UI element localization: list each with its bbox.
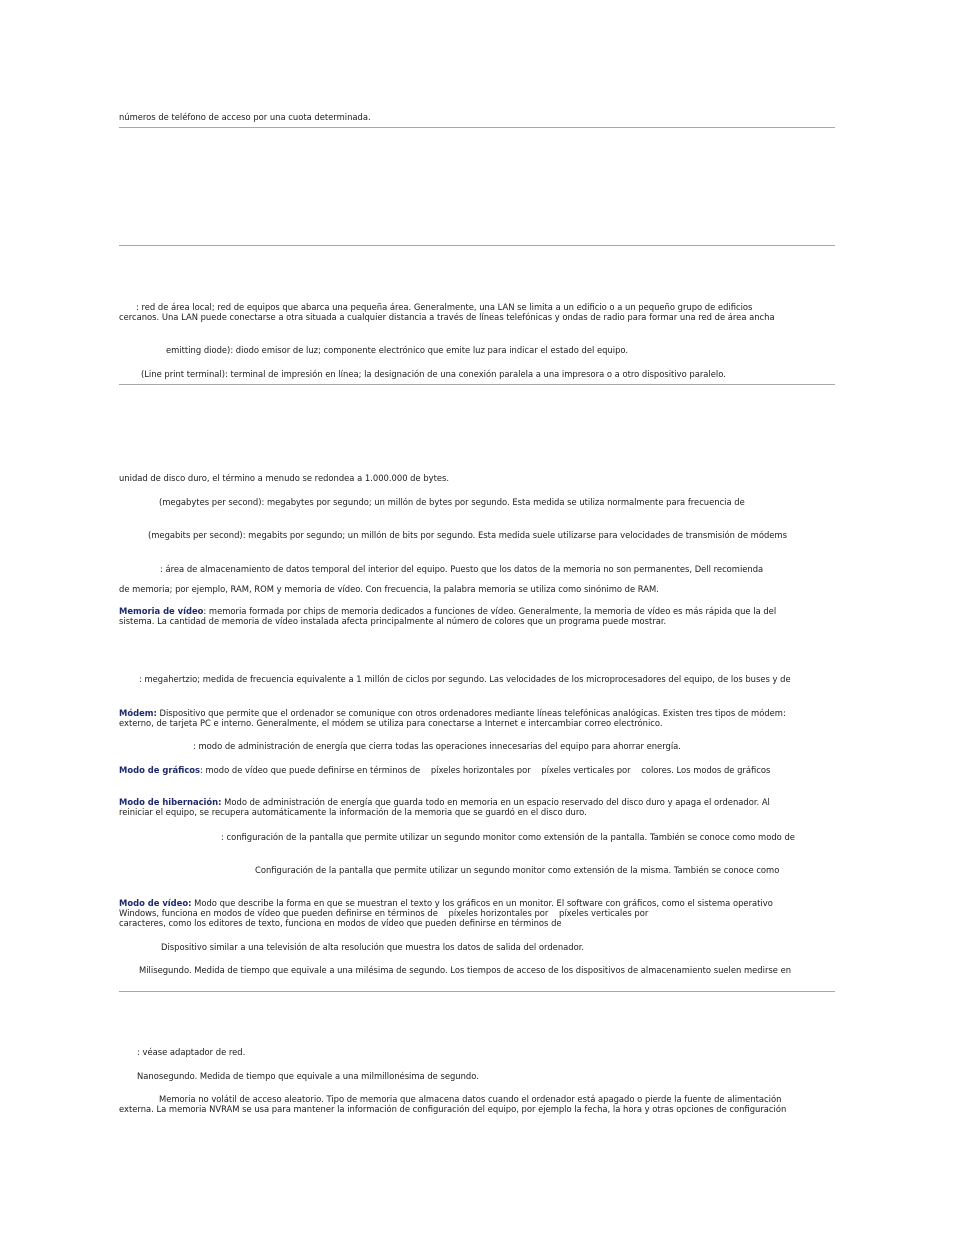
entry-text: : modo de vídeo que puede definirse en términos de píxeles horizontales por píxeles verticales por colores. Los modos de gráficos — [200, 765, 771, 775]
entry-text: Modo que describe la forma en que se muestran el texto y los gráficos en un monitor. El software con gráficos, como el sistema operativo — [191, 898, 773, 908]
entry-text: Memoria no volátil de acceso aleatorio. Tipo de memoria que almacena datos cuando el ordenador está apagado o pierde la fuente de alimentación — [159, 1094, 782, 1104]
glossary-term: Módem: — [119, 708, 157, 718]
entry-text: números de teléfono de acceso por una cuota determinada. — [119, 112, 371, 122]
entry-text: (megabits per second): megabits por segundo; un millón de bits por segundo. Esta medida suele utilizarse para velocidades de transmisión de módems — [148, 530, 787, 540]
entry-modo-graficos — [119, 765, 835, 775]
entry-text: unidad de disco duro, el término a menudo se redondea a 1.000.000 de bytes. — [119, 473, 450, 483]
entry-text: : área de almacenamiento de datos temporal del interior del equipo. Puesto que los datos de la memoria no son permanentes, Dell recomienda — [160, 564, 764, 574]
entry-memoria-video-cont — [119, 616, 835, 626]
entry-text: Configuración de la pantalla que permite utilizar un segundo monitor como extensión de la misma. También se conoce como — [255, 865, 780, 875]
entry-modo-pantalla — [119, 832, 835, 842]
entry-modo-video-cont — [119, 908, 835, 918]
entry-text: sistema. La cantidad de memoria de vídeo instalada afecta principalmente al número de colores que un programa puede mostrar. — [119, 616, 667, 626]
entry-text: emitting diode): diodo emisor de luz; componente electrónico que emite luz para indicar el estado del equipo. — [166, 345, 629, 355]
divider — [119, 384, 835, 385]
entry-text: cercanos. Una LAN puede conectarse a otra situada a cualquier distancia a través de líneas telefónicas y ondas de radio para formar una red de área ancha — [119, 312, 775, 322]
entry-text: : véase adaptador de red. — [137, 1047, 246, 1057]
entry-text: externa. La memoria NVRAM se usa para mantener la información de configuración del equipo, por ejemplo la fecha, la hora y otras opciones de configuración — [119, 1104, 787, 1114]
entry-modo-video — [119, 898, 835, 908]
entry-nic — [119, 1047, 835, 1057]
entry-text: Dispositivo que permite que el ordenador se comunique con otros ordenadores mediante líneas telefónicas analógicas. Existen tres tipos de módem: — [156, 708, 786, 718]
entry-text: Nanosegundo. Medida de tiempo que equivale a una milmillonésima de segundo. — [137, 1071, 479, 1081]
entry-lan-cont — [119, 312, 835, 322]
entry-text: caracteres, como los editores de texto, funciona en modos de vídeo que pueden definirse en términos de — [119, 918, 562, 928]
entry-text: reiniciar el equipo, se recupera automáticamente la información de la memoria que se guardó en el disco duro. — [119, 807, 587, 817]
glossary-term: Modo de gráficos — [119, 765, 201, 775]
entry-text: : megahertzio; medida de frecuencia equivalente a 1 millón de ciclos por segundo. Las velocidades de los microprocesadores del equipo, de los buses y de — [139, 674, 791, 684]
entry-modo-hibernacion-cont — [119, 807, 835, 817]
entry-text: Modo de administración de energía que guarda todo en memoria en un espacio reservado del disco duro y apaga el ordenador. Al — [221, 797, 770, 807]
entry-text: : configuración de la pantalla que permite utilizar un segundo monitor como extensión de la pantalla. También se conoce como modo de — [221, 832, 795, 842]
entry-text: (Line print terminal): terminal de impresión en línea; la designación de una conexión paralela a una impresora o a otro dispositivo paralelo. — [141, 369, 726, 379]
entry-numeros — [119, 112, 835, 122]
entry-modo-admin — [119, 741, 835, 751]
entry-text: : memoria formada por chips de memoria dedicados a funciones de vídeo. Generalmente, la memoria de vídeo es más rápida que la del — [203, 606, 777, 616]
entry-modo-pantalla-dual — [119, 865, 835, 875]
entry-modem — [119, 708, 835, 718]
entry-monitor — [119, 942, 835, 952]
entry-text: : modo de administración de energía que cierra todas las operaciones innecesarias del equipo para ahorrar energía. — [193, 741, 681, 751]
entry-text: Dispositivo similar a una televisión de alta resolución que muestra los datos de salida del ordenador. — [161, 942, 585, 952]
entry-text: de memoria; por ejemplo, RAM, ROM y memoria de vídeo. Con frecuencia, la palabra memoria se utiliza como sinónimo de RAM. — [119, 584, 659, 594]
entry-lpt — [119, 369, 835, 379]
entry-nvram — [119, 1094, 835, 1104]
entry-led — [119, 345, 835, 355]
entry-modem-cont — [119, 718, 835, 728]
entry-unidad — [119, 473, 835, 483]
divider — [119, 127, 835, 128]
entry-nvram-cont — [119, 1104, 835, 1114]
entry-memoria-video — [119, 606, 835, 616]
entry-ms — [119, 965, 835, 975]
divider — [119, 245, 835, 246]
entry-modo-video-cont2 — [119, 918, 835, 928]
entry-text: : red de área local; red de equipos que abarca una pequeña área. Generalmente, una LAN se limita a un edificio o a un pequeño grupo de edificios — [136, 302, 753, 312]
glossary-term: Modo de vídeo: — [119, 898, 192, 908]
entry-text: externo, de tarjeta PC e interno. Generalmente, el módem se utiliza para conectarse a Internet e intercambiar correo electrónico. — [119, 718, 663, 728]
entry-ns — [119, 1071, 835, 1081]
entry-text: Windows, funciona en modos de vídeo que pueden definirse en términos de píxeles horizontales por píxeles verticales por — [119, 908, 649, 918]
entry-text: (megabytes per second): megabytes por segundo; un millón de bytes por segundo. Esta medida se utiliza normalmente para frecuencia de — [159, 497, 745, 507]
entry-memoria — [119, 564, 835, 574]
entry-memoria-cont — [119, 584, 835, 594]
entry-modo-hibernacion — [119, 797, 835, 807]
entry-text: Milisegundo. Medida de tiempo que equivale a una milésima de segundo. Los tiempos de acceso de los dispositivos de almacenamiento suelen medirse en — [139, 965, 792, 975]
entry-mbps-bits — [119, 530, 835, 540]
glossary-term: Modo de hibernación: — [119, 797, 222, 807]
entry-mbps-bytes — [119, 497, 835, 507]
glossary-term: Memoria de vídeo — [119, 606, 204, 616]
entry-lan — [119, 302, 835, 312]
entry-mhz — [119, 674, 835, 684]
divider — [119, 991, 835, 992]
